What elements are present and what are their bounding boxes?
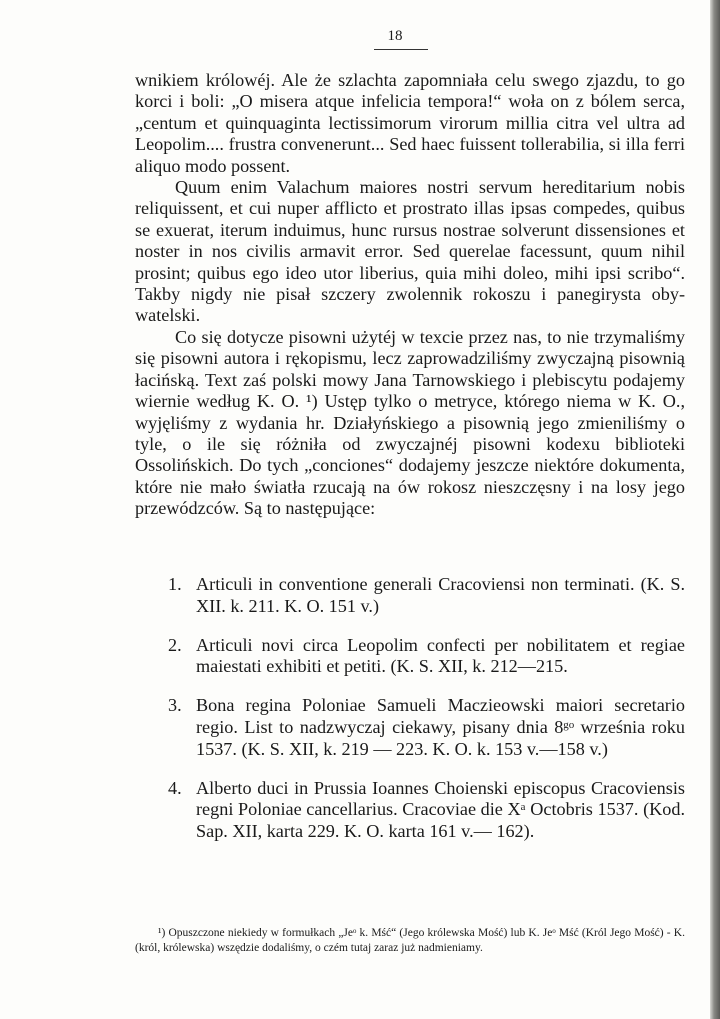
page-edge-shadow: [710, 0, 720, 1019]
list-item: [135, 695, 685, 760]
list-item-number: 4.: [168, 777, 182, 798]
list-item-text: Bona regina Poloniae Samueli Maczieowski maiori secretario regio. List to nadzwyczaj ciekawy, pisany dnia 8ᵍᵒ września roku 1537. (K. S. XII, k. 219 — 223. K. O. k. 153 v.—158 v.): [196, 695, 685, 759]
document-list: [135, 574, 685, 860]
body-text: [135, 70, 685, 520]
list-item-text: Articuli in conventione generali Cracoviensi non terminati. (K. S. XII. k. 211. K. O. 151 v.): [196, 574, 685, 616]
list-item-text: Alberto duci in Prussia Ioannes Choienski episcopus Cracoviensis regni Poloniae cancellarius. Cracoviae die Xᵃ Octobris 1537. (Kod. Sap. XII, karta 229. K. O. karta 161 v.— 162).: [196, 777, 685, 842]
page-number: 18: [387, 28, 403, 44]
list-item: [135, 635, 685, 679]
list-item-number: 2.: [168, 634, 182, 655]
paragraph-2: Quum enim Valachum maiores nostri servum hereditarium nobis reliquissent, et cui nuper afflicto et prostrato illas ipsas compedes, quibus se exuerat, iterum induimus, hunc rursus nostrae solverunt dissensiones et noster in nos civilis armavit error. Sed querelae facessunt, quum nihil prosint; quibus ego ideo utor liberius, quia mihi doleo, mihi ipsi scribo“. Takby nigdy nie pisał szczery zwolennik rokoszu i panegirysta obywatelski.: [135, 177, 685, 326]
page-number-rule: [374, 49, 428, 50]
footnote: ¹) Opuszczone niekiedy w formułkach „Jeᵒ k. Mść“ (Jego królewska Mość) lub K. Jeᵒ Mść (Król Jego Mość) - K. (król, królewska) wszędzie dodaliśmy, o czém tutaj zaraz już nadmieniamy.: [135, 927, 685, 955]
list-item-number: 3.: [168, 695, 182, 716]
paragraph-3: Co się dotycze pisowni użytéj w texcie przez nas, to nie trzymaliśmy się pisowni autora i rękopismu, lecz zaprowadziliśmy zwyczajną pisownią łacińską. Text zaś polski mowy Jana Tarnowskiego i plebiscytu podajemy wiernie według K. O. ¹) Ustęp tylko o metryce, którego niema w K. O., wyjęliśmy z wydania hr. Działyńskiego a pisownią jego zmieniliśmy o tyle, o ile się różniła od zwyczajnéj pisowni kodexu biblioteki Ossolińskich. Do tych „conciones“ dodajemy jeszcze niektóre dokumenta, które nie mało światła rzucają na ów rokosz nieszczęsny i na losy jego przewódzców. Są to następujące:: [135, 326, 685, 519]
list-item-text: Articuli novi circa Leopolim confecti per nobilitatem et regiae maiestati exhibiti et petiti. (K. S. XII, k. 212—215.: [196, 634, 685, 677]
list-item: [135, 778, 685, 843]
list-item-number: 1.: [168, 574, 182, 594]
list-item: [135, 574, 685, 618]
paragraph-1: wnikiem królowéj. Ale że szlachta zapomniała celu swego zjazdu, to go korci i boli: „O misera atque infelicia tempora!“ woła on z bólem serca, „centum et quinquaginta lectissimorum virorum millia citra vel ultra ad Leopolim.... frustra convenerunt... Sed haec fuissent tollerabilia, si illa ferri aliquo modo possent.: [135, 70, 685, 176]
